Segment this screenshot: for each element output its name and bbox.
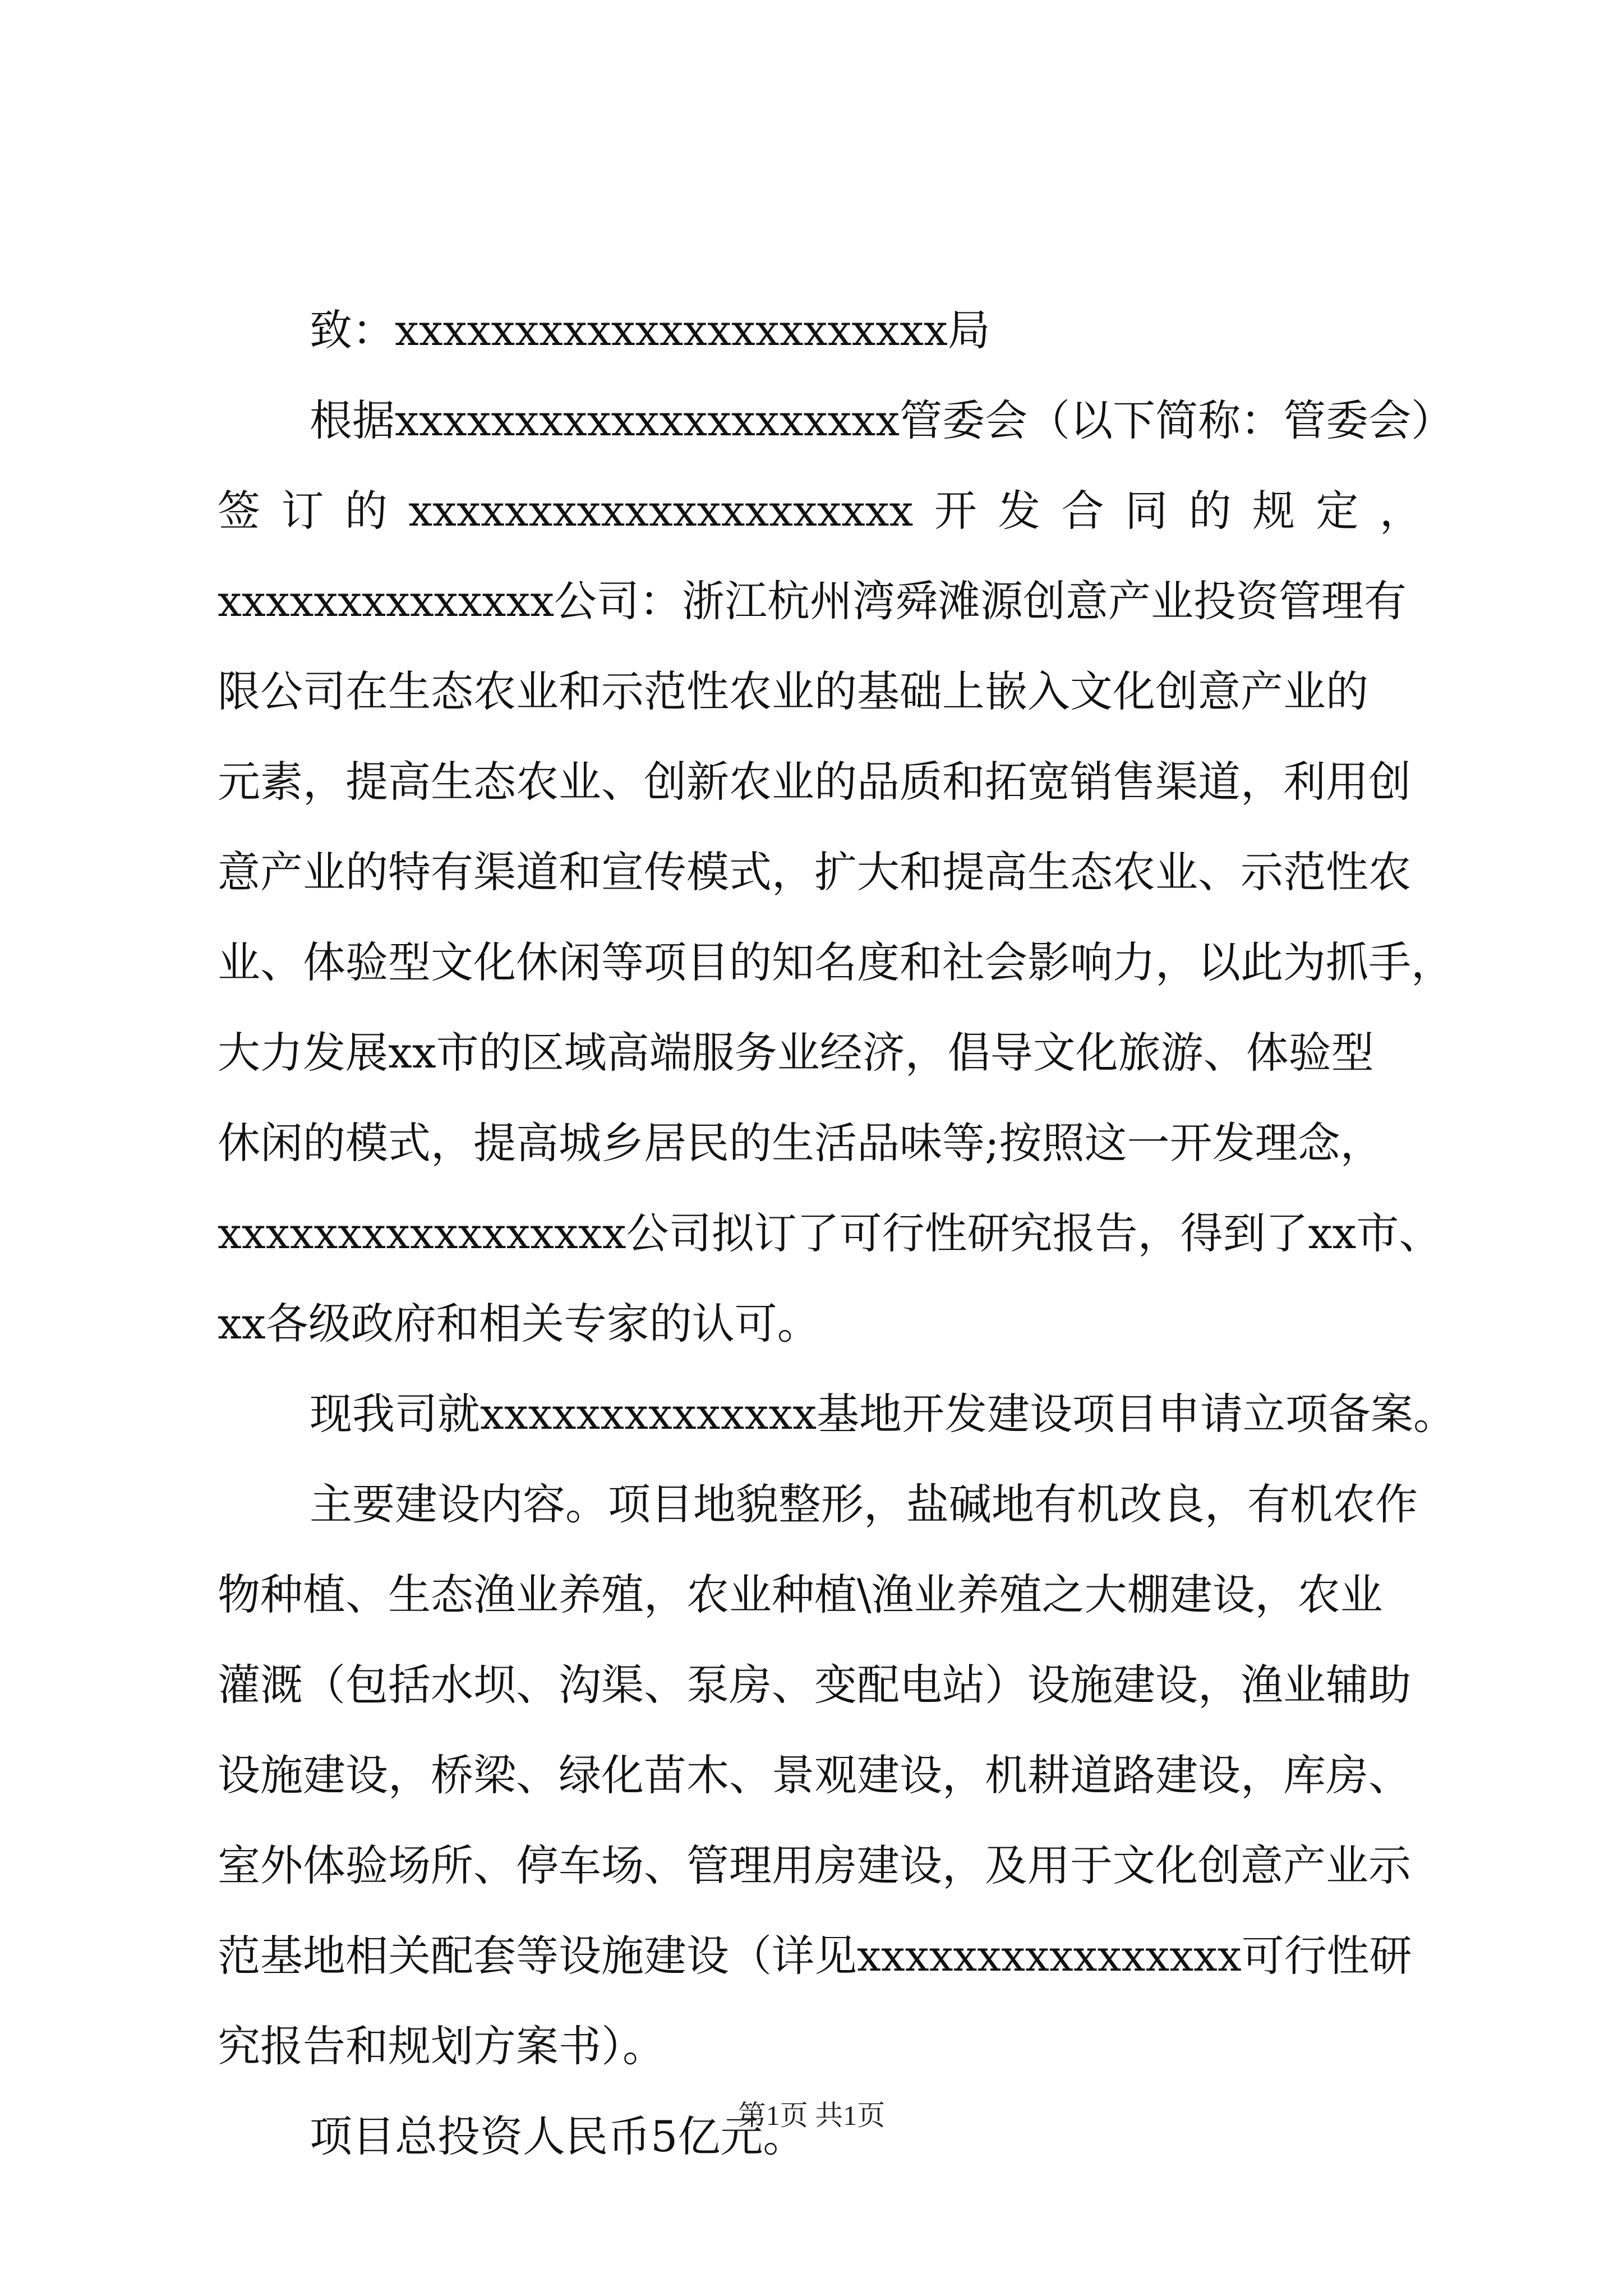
- paragraph-line: 现我司就xxxxxxxxxxxxxx基地开发建设项目申请立项备案。: [310, 1389, 1456, 1439]
- paragraph-line: 意产业的特有渠道和宣传模式，扩大和提高生态农业、示范性农: [218, 847, 1411, 897]
- justified-contract-line: [218, 466, 1422, 556]
- word: 同: [1125, 486, 1168, 536]
- word: xxxxxxxxxxxxxxxxxxxxx: [408, 486, 914, 536]
- paragraph-line: 灌溉（包括水坝、沟渠、泵房、变配电站）设施建设，渔业辅助: [218, 1660, 1411, 1710]
- salutation-line: 致：xxxxxxxxxxxxxxxxxxxxxxx局: [310, 305, 990, 355]
- paragraph-line: 范基地相关配套等设施建设（详见xxxxxxxxxxxxxxxx可行性研: [218, 1931, 1412, 1981]
- paragraph-line: xxxxxxxxxxxxxx公司：浙江杭州湾舜滩源创意产业投资管理有: [218, 576, 1407, 626]
- paragraph-line: 究报告和规划方案书）。: [218, 2021, 665, 2071]
- paragraph-line: xx各级政府和相关专家的认可。: [218, 1299, 820, 1349]
- page-footer: 第1页 共1页: [737, 2100, 886, 2131]
- paragraph-line: 主要建设内容。项目地貌整形，盐碱地有机改良，有机农作: [310, 1479, 1418, 1529]
- paragraph-line: 根据xxxxxxxxxxxxxxxxxxxxx管委会（以下简称：管委会）: [310, 395, 1454, 445]
- word: 发: [998, 486, 1041, 536]
- paragraph-line: xxxxxxxxxxxxxxxxx公司拟订了可行性研究报告，得到了xx市、: [218, 1208, 1442, 1258]
- paragraph-line: 项目总投资人民币5亿元。: [310, 2111, 806, 2161]
- word: 规: [1252, 486, 1295, 536]
- paragraph-line: 设施建设，桥梁、绿化苗木、景观建设，机耕道路建设，库房、: [218, 1750, 1411, 1800]
- word: 订: [281, 486, 324, 536]
- paragraph-line: 物种植、生态渔业养殖，农业种植\渔业养殖之大棚建设，农业: [218, 1570, 1383, 1619]
- word: 签: [218, 486, 260, 536]
- word: 合: [1061, 486, 1104, 536]
- paragraph-line: 限公司在生态农业和示范性农业的基础上嵌入文化创意产业的: [218, 666, 1368, 716]
- paragraph-line: 休闲的模式，提高城乡居民的生活品味等;按照这一开发理念，: [218, 1118, 1383, 1168]
- word: 的: [344, 486, 388, 536]
- word: 的: [1188, 486, 1232, 536]
- paragraph-line: 室外体验场所、停车场、管理用房建设，及用于文化创意产业示: [218, 1841, 1411, 1890]
- paragraph-line: 业、体验型文化休闲等项目的知名度和社会影响力，以此为抓手，: [218, 937, 1454, 987]
- document-body: [218, 285, 1456, 2182]
- word: ，: [1379, 486, 1422, 536]
- word: 定: [1316, 486, 1359, 536]
- paragraph-line: 元素，提高生态农业、创新农业的品质和拓宽销售渠道，利用创: [218, 757, 1411, 807]
- word: 开: [934, 486, 977, 536]
- paragraph-line: 大力发展xx市的区域高端服务业经济，倡导文化旅游、体验型: [218, 1028, 1374, 1078]
